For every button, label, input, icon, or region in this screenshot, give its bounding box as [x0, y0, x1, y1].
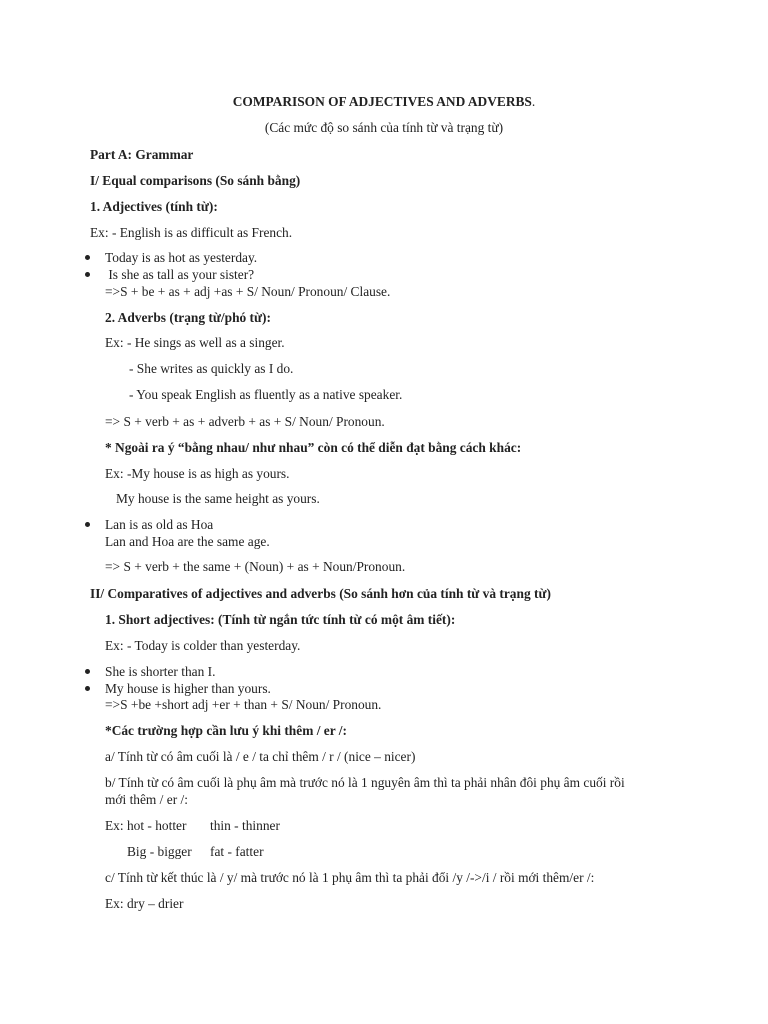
list-item: Is she as tall as your sister? — [105, 267, 255, 282]
bullet-icon — [84, 663, 92, 680]
list-item-continuation: Lan and Hoa are the same age. — [105, 534, 270, 549]
adverbs-example-1: Ex: - He sings as well as a singer. — [105, 335, 285, 350]
example-row-2-right: fat - fatter — [210, 844, 264, 859]
title-text: COMPARISON OF ADJECTIVES AND ADVERBS — [232, 94, 532, 109]
adverbs-example-2: - She writes as quickly as I do. — [129, 361, 294, 376]
adverbs-formula: => S + verb + as + adverb + as + S/ Noun/ Pronoun. — [105, 414, 385, 429]
section-1-heading: I/ Equal comparisons (So sánh bằng) — [90, 173, 301, 188]
example-row-1-left: Ex: hot - hotter — [105, 818, 187, 833]
document-subtitle: (Các mức độ so sánh của tính từ và trạng từ) — [264, 120, 504, 135]
same-formula: => S + verb + the same + (Noun) + as + Noun/Pronoun. — [105, 559, 406, 574]
part-a-heading: Part A: Grammar — [90, 147, 194, 162]
short-adjectives-heading: 1. Short adjectives: (Tính từ ngắn tức tính từ có một âm tiết): — [105, 612, 456, 627]
case-c-example: Ex: dry – drier — [105, 896, 184, 911]
case-b-line-1: b/ Tính từ có âm cuối là phụ âm mà trước nó là 1 nguyên âm thì ta phải nhân đôi phụ âm cuối rồi — [105, 775, 625, 790]
case-b-line-2: mới thêm / er /: — [105, 792, 188, 807]
bullet-icon — [84, 249, 92, 266]
case-a: a/ Tính từ có âm cuối là / e / ta chỉ thêm / r / (nice – nicer) — [105, 749, 416, 764]
adverbs-example-3: - You speak English as fluently as a native speaker. — [129, 387, 403, 402]
bullet-icon — [84, 266, 92, 283]
list-item: She is shorter than I. — [105, 664, 216, 679]
document-title — [0, 93, 768, 110]
note-example-1: Ex: -My house is as high as yours. — [105, 466, 290, 481]
alternative-note: * Ngoài ra ý “bằng nhau/ như nhau” còn có thể diễn đạt bằng cách khác: — [105, 440, 522, 455]
section-2-heading: II/ Comparatives of adjectives and adverbs (So sánh hơn của tính từ và trạng từ) — [90, 586, 551, 601]
title-period: . — [531, 94, 536, 109]
list-item: My house is higher than yours. — [105, 681, 271, 696]
list-item: Lan is as old as Hoa — [105, 517, 214, 532]
short-adjectives-example: Ex: - Today is colder than yesterday. — [105, 638, 301, 653]
example-row-2-left: Big - bigger — [127, 844, 192, 859]
case-c: c/ Tính từ kết thúc là / y/ mà trước nó là 1 phụ âm thì ta phải đổi /y /->/i / rồi mới thêm/er /: — [105, 870, 595, 885]
comparative-formula: =>S +be +short adj +er + than + S/ Noun/ Pronoun. — [105, 697, 382, 712]
adjectives-heading: 1. Adjectives (tính từ): — [90, 199, 218, 214]
adverbs-heading: 2. Adverbs (trạng từ/phó từ): — [105, 310, 271, 325]
list-item: Today is as hot as yesterday. — [105, 250, 258, 265]
example-row-1-right: thin - thinner — [210, 818, 280, 833]
adjectives-example: Ex: - English is as difficult as French. — [90, 225, 293, 240]
bullet-icon — [84, 680, 92, 697]
adjectives-formula: =>S + be + as + adj +as + S/ Noun/ Pronoun/ Clause. — [105, 284, 391, 299]
bullet-icon — [84, 516, 92, 533]
cases-heading: *Các trường hợp cần lưu ý khi thêm / er /: — [105, 723, 347, 738]
note-example-2: My house is the same height as yours. — [116, 491, 320, 506]
